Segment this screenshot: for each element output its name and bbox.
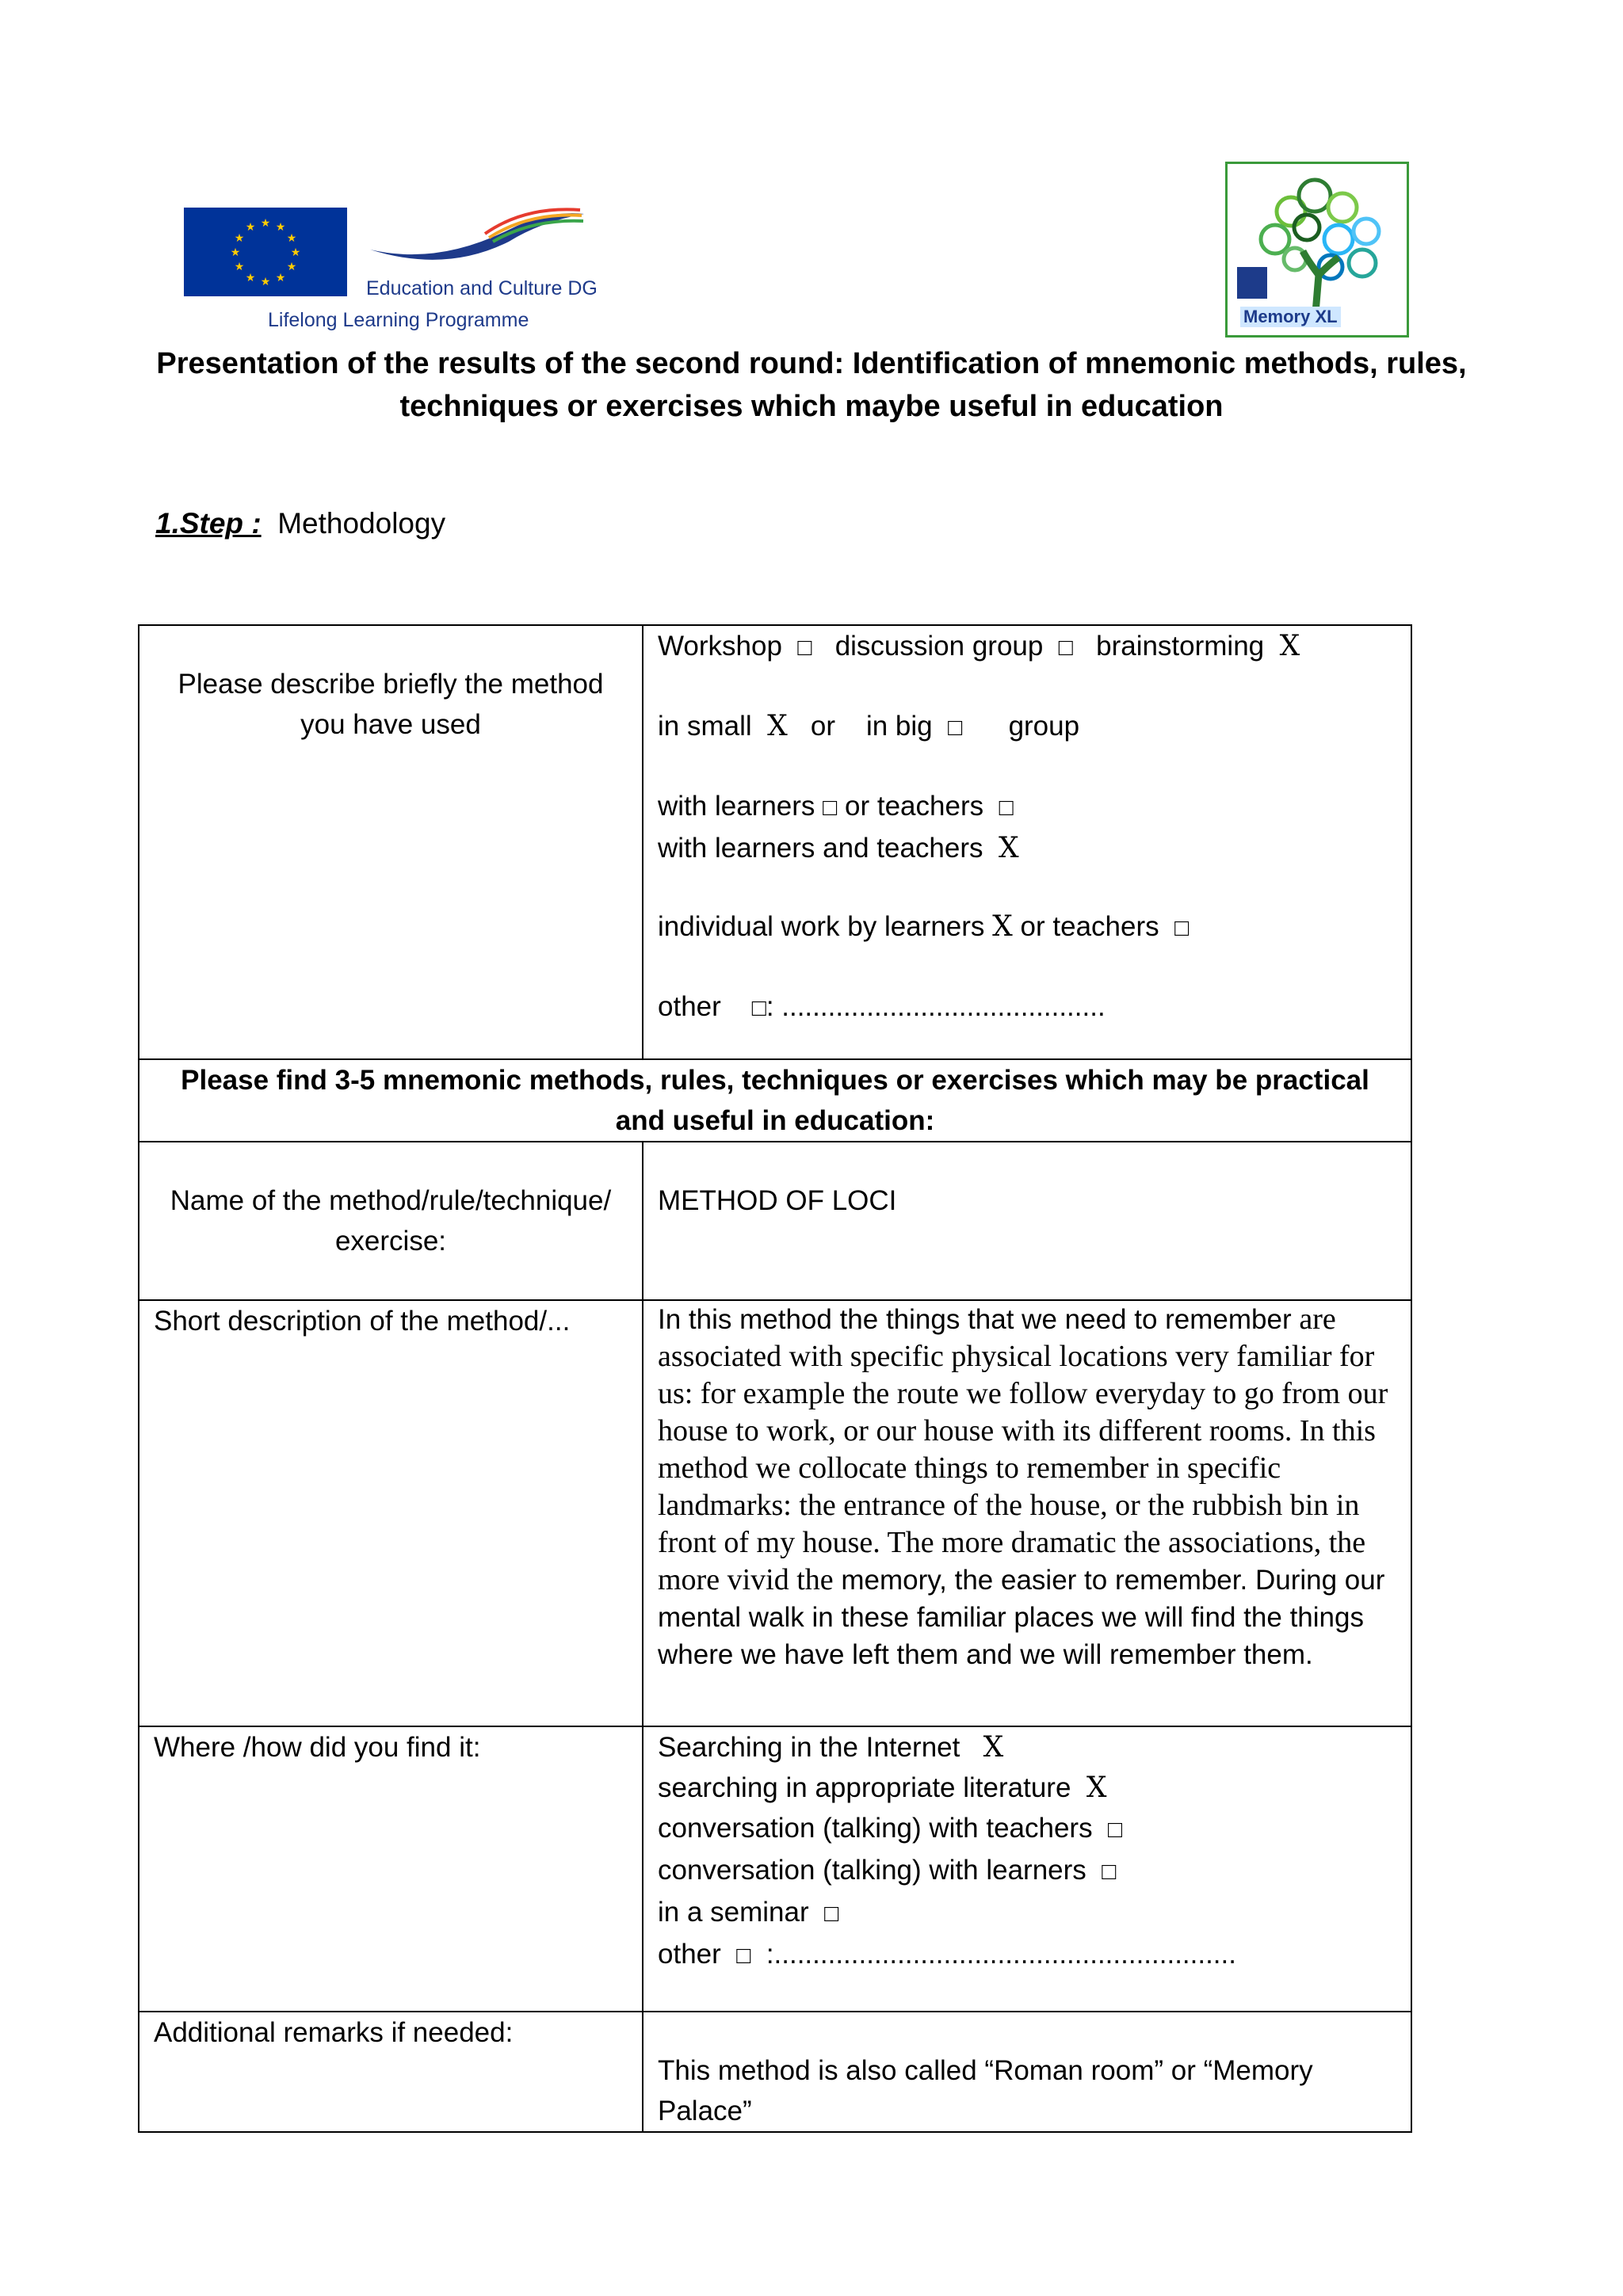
description-line-1: In this method the things that we need to remember [658, 1304, 1292, 1335]
in-small-option-label: in small [658, 711, 752, 742]
where-other-dots: :............................................................ [766, 1939, 1236, 1970]
group-size-line [658, 706, 1396, 748]
memory-xl-logo-text: Memory XL [1240, 307, 1341, 327]
seminar-option-label: in a seminar [658, 1897, 809, 1928]
teachers-conversation-line [658, 1808, 1396, 1850]
education-culture-dg-text: Education and Culture DG [366, 277, 598, 299]
other-line [658, 986, 1396, 1028]
education-culture-swoosh-icon [366, 206, 588, 269]
individual-work-option-label: individual work by learners [658, 911, 985, 942]
discussion-option-label: discussion group [834, 631, 1044, 662]
individual-teachers-checkbox[interactable]: □ [1174, 915, 1190, 941]
literature-checkbox-checked[interactable]: X [1086, 1772, 1107, 1804]
eu-stars-icon [184, 208, 347, 296]
learners-conversation-line [658, 1850, 1396, 1892]
method-options-cell [643, 625, 1411, 1059]
in-big-checkbox[interactable]: □ [948, 715, 963, 741]
where-row [139, 1726, 1411, 2012]
teachers-conversation-checkbox[interactable]: □ [1108, 1817, 1123, 1843]
other-checkbox[interactable]: □ [751, 995, 766, 1021]
participants-line [658, 786, 1396, 828]
remarks-value: This method is also called “Roman room” or “Memory Palace” [643, 2012, 1411, 2132]
individual-work-line [658, 906, 1396, 948]
find-heading: Please find 3-5 mnemonic methods, rules, techniques or exercises which may be practical and useful in education: [139, 1059, 1411, 1142]
workshop-option-label: Workshop [658, 631, 782, 662]
where-options-cell [643, 1726, 1411, 2012]
svg-text:★: ★ [286, 232, 297, 245]
other-option-label: other [658, 991, 721, 1022]
remarks-label: Additional remarks if needed: [139, 2012, 643, 2132]
description-cell [643, 1300, 1411, 1726]
or-text: or [810, 711, 836, 742]
internet-line [658, 1727, 1396, 1768]
method-label: Please describe briefly the method you have used [139, 625, 643, 1059]
literature-line [658, 1768, 1396, 1808]
seminar-checkbox[interactable]: □ [824, 1901, 839, 1927]
svg-text:★: ★ [275, 272, 286, 284]
learners-and-teachers-checkbox-checked[interactable]: X [998, 832, 1019, 864]
brainstorming-checkbox-checked[interactable]: X [1279, 630, 1300, 662]
literature-option-label: searching in appropriate literature [658, 1772, 1071, 1803]
where-other-line [658, 1934, 1396, 1976]
memory-xl-logo [1225, 162, 1409, 338]
description-label: Short description of the method/... [139, 1300, 643, 1726]
step-heading [155, 507, 445, 540]
where-other-checkbox[interactable]: □ [736, 1943, 751, 1969]
step-text: Methodology [277, 507, 446, 540]
where-other-option-label: other [658, 1939, 721, 1970]
svg-text:★: ★ [260, 217, 271, 230]
workshop-checkbox[interactable]: □ [797, 635, 812, 661]
internet-option-label: Searching in the Internet [658, 1732, 960, 1763]
learners-conversation-option-label: conversation (talking) with learners [658, 1855, 1086, 1886]
discussion-checkbox[interactable]: □ [1058, 635, 1073, 661]
method-row [139, 625, 1411, 1059]
remarks-row [139, 2012, 1411, 2132]
description-row [139, 1300, 1411, 1726]
svg-text:★: ★ [275, 221, 286, 234]
page-title: Presentation of the results of the second round: Identification of mnemonic methods, rules, techniques or exercises which maybe useful in education [156, 347, 1467, 423]
method-type-line [658, 626, 1396, 668]
teachers-conversation-option-label: conversation (talking) with teachers [658, 1813, 1093, 1844]
with-learners-checkbox[interactable]: □ [823, 795, 838, 821]
svg-text:★: ★ [245, 221, 256, 234]
name-row [139, 1142, 1411, 1300]
individual-learners-checkbox-checked[interactable]: X [992, 910, 1013, 943]
with-learners-option-label: with learners [658, 791, 815, 822]
in-small-checkbox-checked[interactable]: X [767, 710, 788, 742]
step-label: 1.Step : [155, 507, 262, 540]
group-text: group [1008, 711, 1080, 742]
name-label: Name of the method/rule/technique/ exercise: [139, 1142, 643, 1300]
learners-and-teachers-option-label: with learners and teachers [658, 833, 983, 864]
or-teachers-option-label: or teachers [845, 791, 984, 822]
other-dots: : .......................................... [766, 991, 1106, 1022]
in-big-option-label: in big [865, 711, 933, 742]
learners-and-teachers-line [658, 828, 1396, 868]
individual-teachers-option-label: or teachers [1020, 911, 1159, 942]
internet-checkbox-checked[interactable]: X [983, 1731, 1004, 1764]
lifelong-learning-text: Lifelong Learning Programme [268, 309, 529, 331]
svg-text:★: ★ [245, 272, 256, 284]
svg-text:★: ★ [234, 261, 245, 273]
svg-text:★: ★ [290, 246, 301, 259]
description-end-text: memory, the easier to remember. During our mental walk in these familiar places we will find the things where we have left them and we will remember them. [658, 1565, 1385, 1670]
seminar-line [658, 1892, 1396, 1934]
find-heading-row [139, 1059, 1411, 1142]
brainstorming-option-label: brainstorming [1096, 631, 1265, 662]
where-label: Where /how did you find it: [139, 1726, 643, 2012]
learners-conversation-checkbox[interactable]: □ [1102, 1859, 1117, 1885]
methodology-form-table [138, 624, 1412, 2133]
name-value: METHOD OF LOCI [643, 1142, 1411, 1300]
teachers-checkbox[interactable]: □ [999, 795, 1014, 821]
svg-text:★: ★ [234, 232, 245, 245]
svg-text:★: ★ [230, 246, 241, 259]
svg-text:★: ★ [260, 276, 271, 288]
svg-text:★: ★ [286, 261, 297, 273]
description-serif-text: are associated with specific physical locations very familiar for us: for example the route we follow everyday to go from our house to work, or our house with its different rooms. In this method we collocate things to remember in specific landmarks: the entrance of the house, or the rubbish bin in front of my house. The more dramatic the associations, the more vivid the [658, 1302, 1388, 1596]
eu-flag-logo [184, 208, 347, 296]
